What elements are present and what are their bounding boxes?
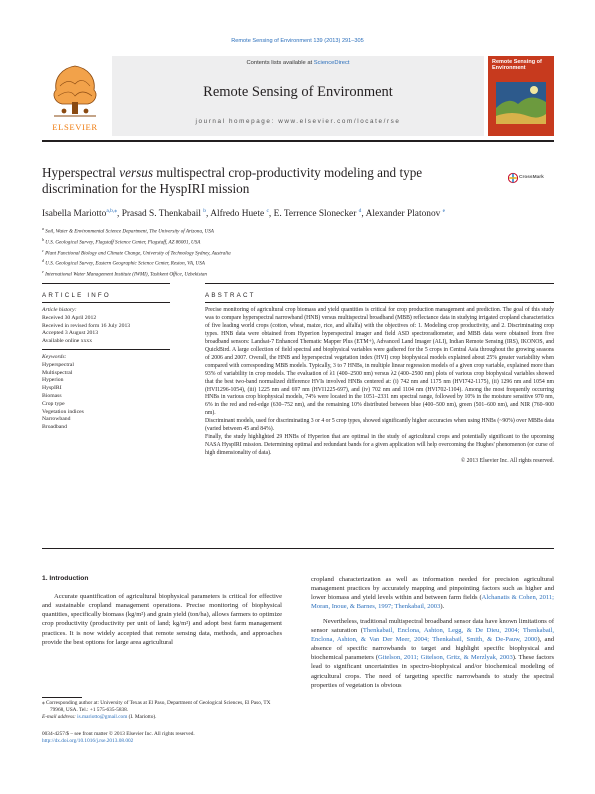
history-item: Available online xxxx [42,338,93,345]
citation-link[interactable]: Alchanatis & Cohen, 2011; Moran, Inoue, & Barnes, 1997; Thenkabail, 2003 [311,594,554,611]
history-label: Article history: [42,307,77,313]
section-heading: 1. Introduction [42,575,89,582]
title-versus: versus [119,165,153,180]
journal-title: Remote Sensing of Environment [203,84,393,100]
abstract-body [205,307,554,466]
journal-cover[interactable] [488,56,554,136]
history-item: Received in revised form 16 July 2013 [42,322,131,329]
intro-paragraph: Accurate quantification of agricultural biophysical parameters is critical for effective and sustainable cropland management operations. Precise monitoring of biophysical quantities, specifically biomass (kg/m²) and grain yield (ton/ha), allows farmers to optimize crop productivity (productivity per unit of land; kg/m²) and adopt best farm management practices. It is now widely accepted that remote sensing data, methods, and approaches provide the best options for large area agricultural [42,593,282,646]
article-info [42,307,170,432]
journal-citation[interactable]: Remote Sensing of Environment 139 (2013) 291–305 [231,38,364,44]
crossmark-icon [508,172,518,184]
abstract-top-rule [205,283,554,284]
author[interactable]: Isabella Mariotto$^{a,b,⁎}$ [42,208,118,220]
abstract-bottom-rule [42,548,554,549]
keywords-label: Keywords: [42,353,67,360]
author[interactable]: Prasad S. Thenkabail $^b$ [121,208,207,220]
affiliations [42,225,554,279]
author[interactable]: E. Terrence Slonecker $^d$ [273,208,362,220]
author[interactable]: Alexander Platonov $^e$ [365,208,446,220]
corresponding-author-note: ⁎ Corresponding author at: University of Texas at El Paso, Department of Geological Sciences, El Paso, TX 79968, USA. Tel.: +1 575-635-5838. [42,700,271,714]
journal-homepage-link[interactable]: journal homepage: www.elsevier.com/locate/rse [195,118,401,125]
email-note: E-mail address: is.mariotto@gmail.com (I. Mariotto). [42,714,157,721]
info-separator [42,349,170,350]
info-mid-rule [42,302,170,303]
keyword: Hyperspectral [42,361,74,368]
keyword: Biomass [42,392,62,399]
keyword: Broadband [42,424,67,431]
citation-link[interactable]: Gitelson, 2011; Gitelson, Gritz, & Merzlyak, 2003 [378,654,513,662]
history-item: Received 30 April 2012 [42,314,97,321]
intro-paragraph: Nevertheless, traditional multispectral broadband sensor data have known limitations of sensor saturation (Thenkabail, Enclona, Ashton, Legg, & De Dieu, 2004; Thenkabail, Enclona, Ashton, & Van Der Meer, 2004; Thenkabail, Smith, & De-Pauw, 2000), and absence of specific narrowbands to target and highlight specific biophysical and biochemical parameters (Gitelson, 2011; Gitelson, Gritz, & Merzlyak, 2003). These factors lead to significant uncertainties in spectro-biophysical and/or biochemical modeling of agricultural crops. The need of targeting specific narrowbands to study the spectral properties of vegetation is obvious [311,617,555,689]
contents-line [112,60,484,66]
intro-left-column [42,592,282,647]
abstract-mid-rule [205,302,554,303]
sciencedirect-link[interactable]: ScienceDirect [313,60,350,66]
issn-line: 0034-4257/$ – see front matter © 2013 Elsevier Inc. All rights reserved. [42,731,195,737]
journal-header [42,56,554,136]
keyword: Hyperion [42,377,64,384]
abstract-copyright: © 2013 Elsevier Inc. All rights reserved. [460,458,554,465]
footnotes [42,700,282,722]
abstract-heading: ABSTRACT [205,292,256,299]
article-info-heading: ARTICLE INFO [42,292,111,299]
article-title [42,165,462,197]
contents-prefix: Contents lists available at [246,60,314,66]
keyword: Multispectral [42,369,73,376]
keyword: HyspIRI [42,385,62,392]
elsevier-logo[interactable] [42,56,108,136]
intro-right-column [311,575,554,690]
author-list: Isabella Mariotto$^{a,b,⁎}$, Prasad S. Thenkabail $^b$, Alfredo Huete $^c$, E. Terrence Slonecker $^d$, Alexander Platonov $^e$ [42,208,446,220]
abstract-paragraph: Discriminant models, used for discriminating 3 or 4 or 5 crop types, showed significantly higher accuracies when using HNBs (~90%) over MBBs data (varied between 45 and 84%). [205,418,554,433]
abstract-paragraph: Finally, the study highlighted 29 HNBs of Hyperion that are optimal in the study of agricultural crops and potentially significant to the upcoming NASA HyspIRI mission. Determining optimal and redundant bands for a given application will help overcoming the Hughes' phenomenon (or curse of high dimensionality of data). [205,434,554,457]
affiliation: $^c$ Plant Functional Biology and Climate Change, University of Technology Sydney, Australia [42,247,231,257]
keyword: Crop type [42,400,65,407]
intro-paragraph: cropland characterization as well as information needed for precision agricultural management practices by accurately mapping and pinpointing factors such as higher and lower biomass and yield levels within and between farm fields (Alchanatis & Cohen, 2011; Moran, Inoue, & Barnes, 1997; Thenkabail, 2003). [311,576,554,611]
journal-banner [112,56,484,136]
affiliation: $^b$ U.S. Geological Survey, Flagstaff Science Center, Flagstaff, AZ 86001, USA [42,236,201,246]
title-part2: multispectral crop-productivity modeling and type discrimination for the HyspIRI mission [42,165,423,196]
keyword: Vegetation indices [42,408,84,415]
abstract-paragraph: Precise monitoring of agricultural crop biomass and yield quantities is critical for crop production management and prediction. The goal of this study was to compare hyperspectral narrowband (HNB) versus multispectral broadband (MBB) reflectance data in studying irrigated cropland characteristics of five leading world crops (cotton, wheat, maize, rice, and alfalfa) with the objectives of: 1. Modeling crop productivity, and 2. Discriminating crop types. HNB data were obtained from Hyperion hyperspectral imager and field ASD spectroradiometer, and MBB data were obtained from five broadband sensors: Landsat-7 Enhanced Thematic Mapper Plus (ETM+), Advanced Land Imager (ALI), Indian Remote Sensing (IRS), IKONOS, and QuickBird. A large collection of field spectral and biophysical variables were gathered for the 5 crops in Central Asia throughout the growing seasons of 2006 and 2007. Overall, the HNB and hyperspectral vegetation index (HVI) crop biophysical models explained about 25% greater variability when compared with corresponding MBB models. Typically, 3 to 7 HNBs, in multiple linear regression models of a given crop variable, explained more than 93% of variability in crop models. The evaluation of λ1 (400–2500 nm) versus λ2 (400–2500 nm) plots of various crop biophysical variables showed that the best two-band normalized difference HVIs involved HNBs centered at: (i) 742 nm and 1175 nm (HVI742-1175), (ii) 1296 nm and 1054 nm (HVI1296-1054), (iii) 1225 nm and 697 nm (HVI1225-697), and (iv) 702 nm and 1104 nm (HVI702-1104). Among the most frequently occurring HNBs in various crop biophysical models, 74% were located in the 1051–2331 nm spectral range, followed by 10% in the moisture sensitive 970 nm, 6% in the red and red-edge (630–752 nm), and the remaining 10% distributed between blue (400–500 nm), green (501–600 nm), and NIR (760–900 nm). [205,307,554,417]
title-part1: Hyperspectral [42,165,120,180]
keyword: Narrowband [42,416,71,423]
footnote-rule [42,697,82,698]
author[interactable]: Alfredo Huete $^c$ [210,208,269,220]
header-rule [42,140,554,142]
publication-info [42,731,302,745]
cover-title: Remote Sensing of Environment [492,59,542,71]
affiliation: $^d$ U.S. Geological Survey, Eastern Geographic Science Center, Reston, VA, USA [42,258,205,268]
history-item: Accepted 3 August 2013 [42,330,99,337]
crossmark-label: CrossMark [519,175,544,180]
email-link[interactable]: is.mariotto@gmail.com [77,714,128,721]
citation-link[interactable]: Thenkabail, Enclona, Ashton, Legg, & De Dieu, 2004; Thenkabail, Enclona, Ashton, & Van Der Meer, 2004; Thenkabail, Smith, & De-Pauw, 2000 [311,626,555,643]
doi-link[interactable]: http://dx.doi.org/10.1016/j.rse.2013.08.002 [42,738,134,745]
elsevier-wordmark: ELSEVIER [52,122,98,132]
info-top-rule [42,283,170,284]
crossmark-button[interactable] [508,167,554,191]
affiliation: $^e$ International Water Management Institute (IWMI), Tashkent Office, Uzbekistan [42,269,207,278]
affiliation: $^a$ Soil, Water & Environmental Science Department, The University of Arizona, USA [42,226,214,235]
cover-image-icon [488,56,554,136]
